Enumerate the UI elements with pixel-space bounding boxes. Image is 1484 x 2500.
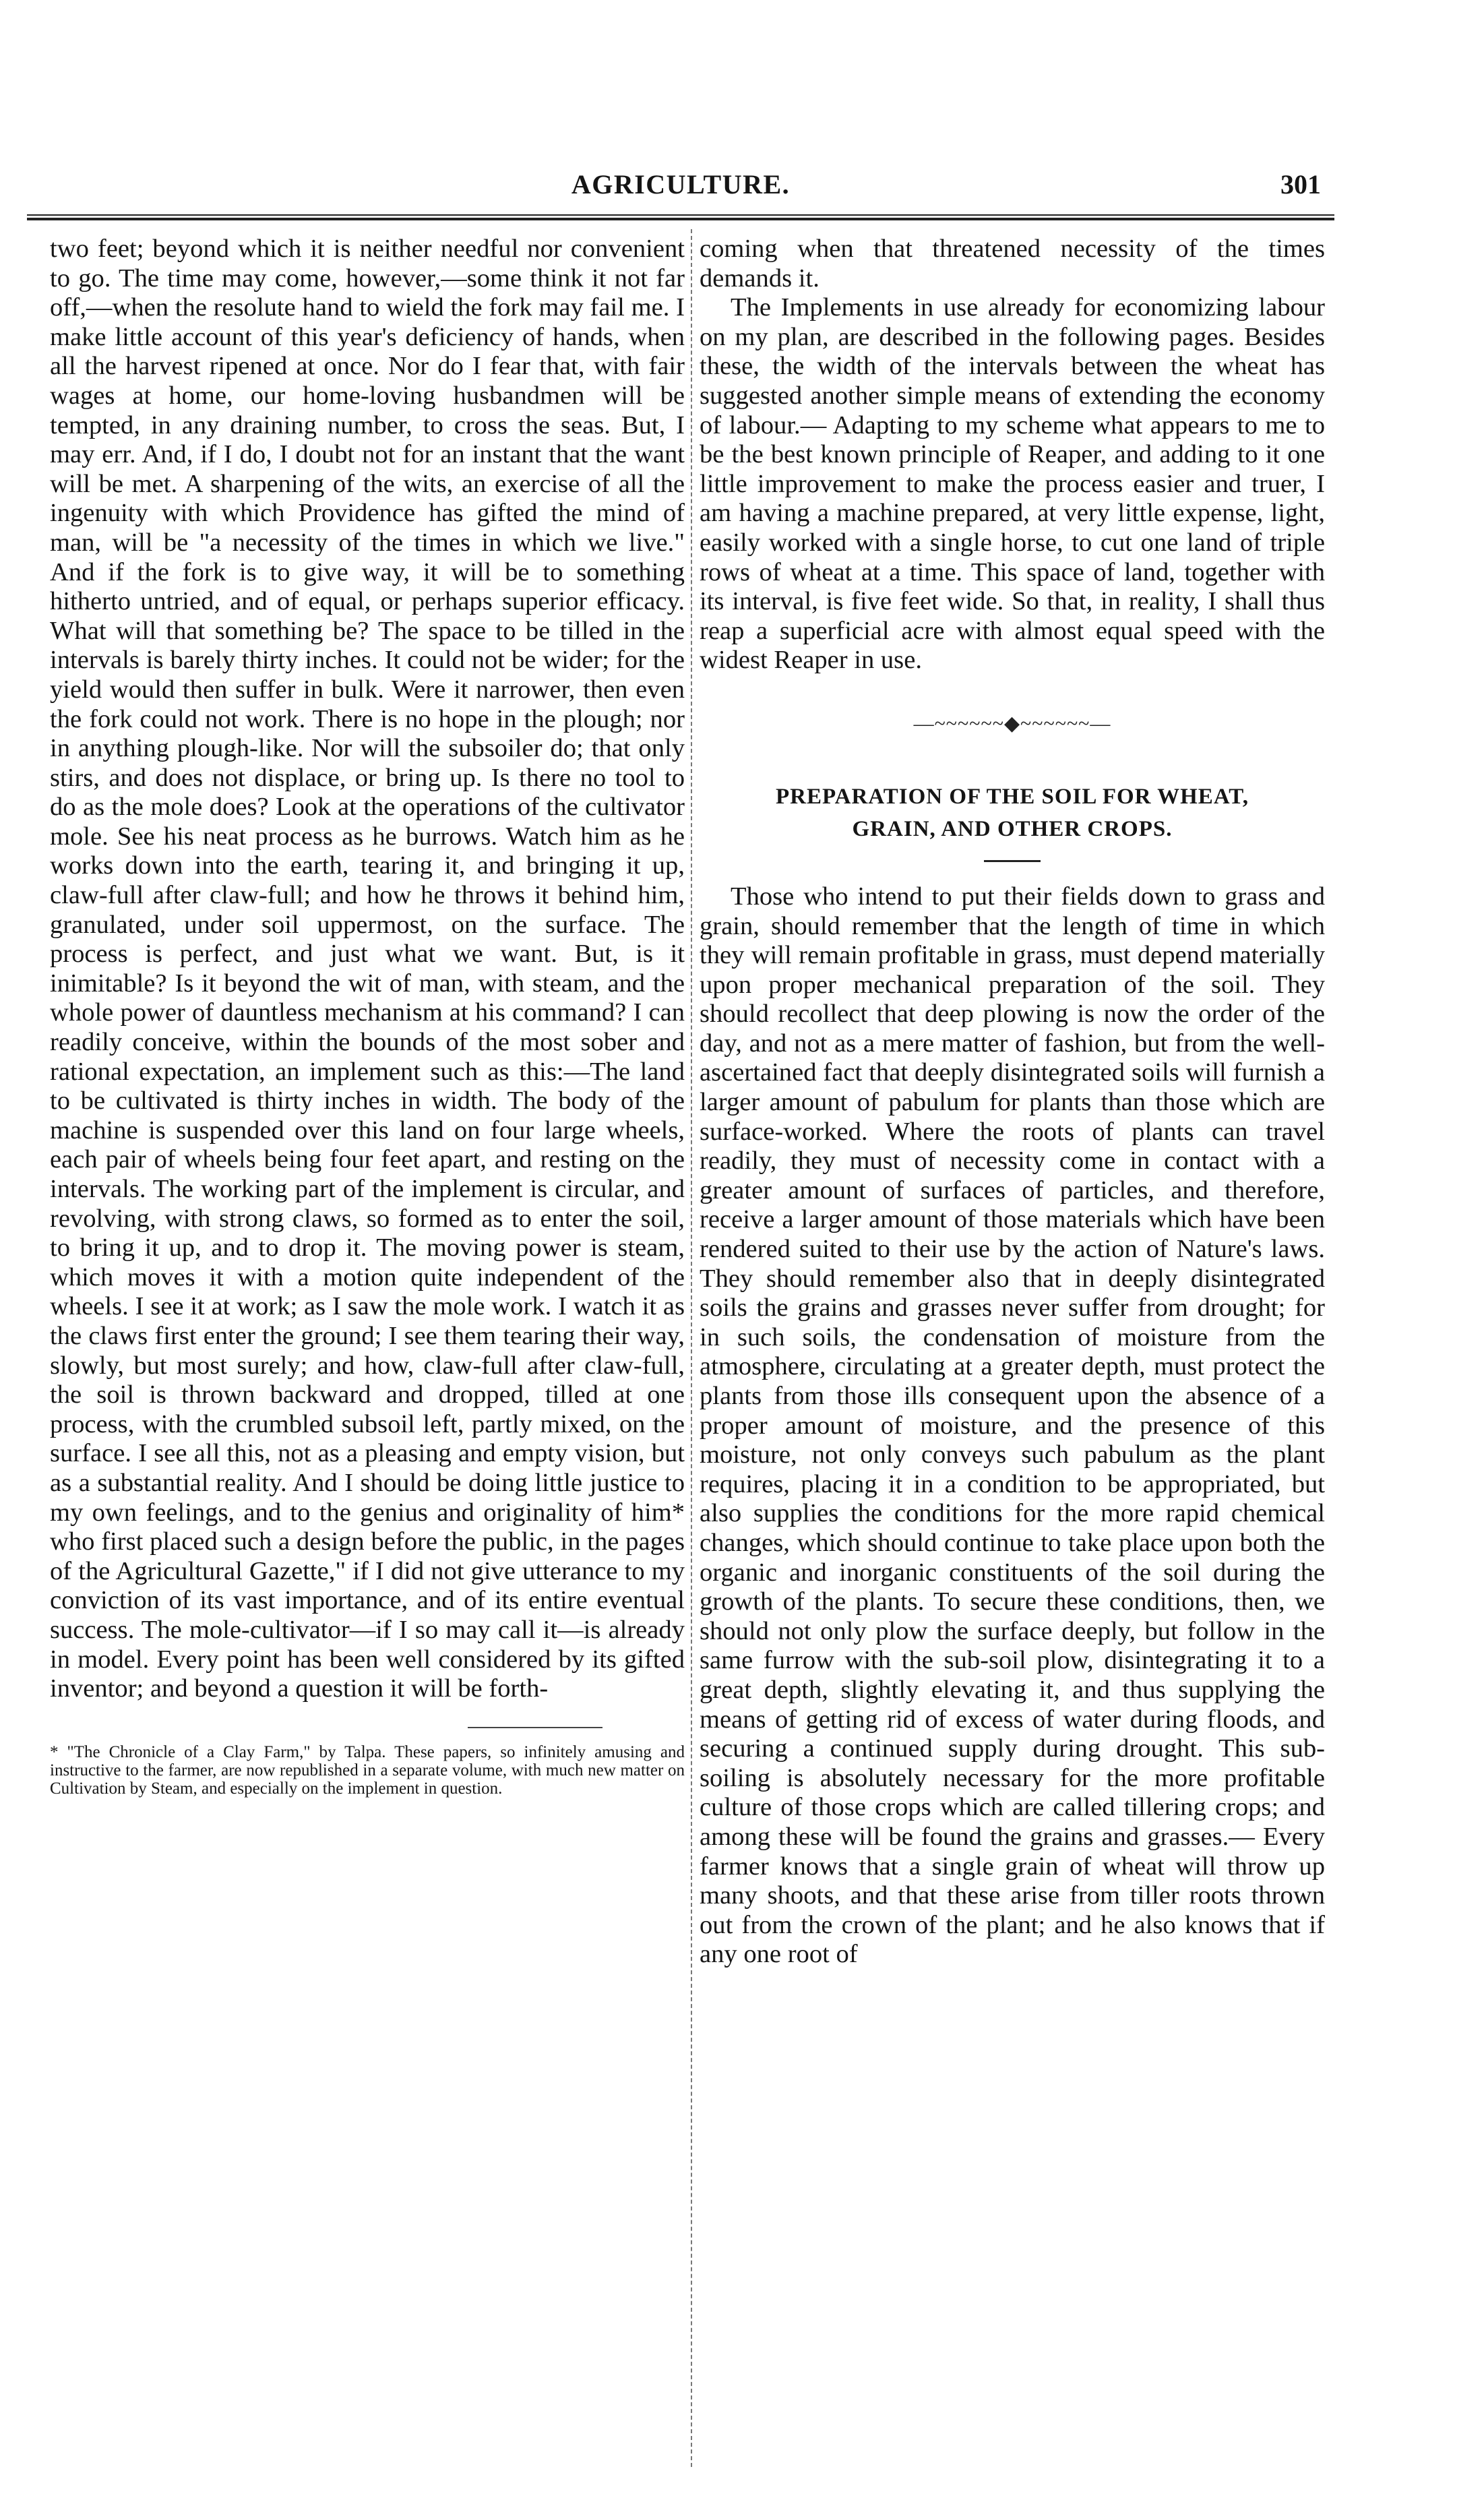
section-title-line: GRAIN, AND OTHER CROPS. [852,816,1173,841]
body-paragraph: two feet; beyond which it is neither needful nor convenient to go. The time may come, however,—some think it not far off,—when the resolute hand to wield the fork may fail me. I make little account of this year's deficiency of hands, when all the harvest ripened at once. Nor do I fear that, with fair wages at home, our home-loving husbandmen will be tempted, in any draining number, to cross the seas. But, I may err. And, if I do, I doubt not for an instant that the want will be met. A sharpening of the wits, an exercise of all the ingenuity with which Providence has gifted the mind of man, will be "a necessity of the times in which we live." And if the fork is to give way, it will be to something hitherto untried, and of equal, or perhaps superior efficacy. What will that something be? The space to be tilled in the intervals is barely thirty inches. It could not be wider; for the yield would then suffer in bulk. Were it narrower, then even the fork could not work. There is no hope in the plough; nor in anything plough-like. Nor will the subsoiler do; that only stirs, and does not displace, or bring up. Is there no tool to do as the mole does? Look at the operations of the cultivator mole. See his neat process as he burrows. Watch him as he works down into the earth, tearing it, and bringing it up, claw-full after claw-full; and how he throws it behind him, granulated, under soil uppermost, on the surface. The process is perfect, and just what we want. But, is it inimitable? Is it beyond the wit of man, with steam, and the whole power of dauntless mechanism at his command? I can readily conceive, within the bounds of the most sober and rational expectation, an implement such as this:—The land to be cultivated is thirty inches in width. The body of the machine is suspended over this land on four large wheels, each pair of wheels being four feet apart, and resting on the intervals. The working part of the implement is circular, and revolving, with strong claws, so formed as to enter the soil, to bring it up, and to drop it. The moving power is steam, which moves it with a motion quite independent of the wheels. I see it at work; as I saw the mole work. I watch it as the claws first enter the ground; I see them tearing their way, slowly, but most surely; and how, claw-full after claw-full, the soil is thrown backward and dropped, tilled at one process, with the crumbled subsoil left, partly mixed, on the surface. I see all this, not as a pleasing and empty vision, but as a substantial reality. And I should be doing little justice to my own feelings, and to the genius and originality of him* who first placed such a design before the public, in the pages of the Agricultural Gazette," if I did not give utterance to my conviction of its vast importance, and of its entire eventual success. The mole-cultivator—if I so may call it—is already in model. Every point has been well considered by its gifted inventor; and beyond a question it will be forth- [50,235,685,1703]
column-divider [691,229,692,2467]
body-paragraph: The Implements in use already for economizing labour on my plan, are described in the following pages. Besides these, the width of the intervals between the wheat has suggested another simple means of extending the economy of labour.— Adapting to my scheme what appears to me to be the best known principle of Reaper, and adding to it one little improvement to make the process easier and truer, I am having a machine prepared, at very little expense, light, easily worked with a single horse, to cut one land of triple rows of wheat at a time. This space of land, together with its interval, is five feet wide. So that, in reality, I shall thus reap a superficial acre with almost equal speed with the widest Reaper in use. [700,293,1325,675]
header-double-rule [27,214,1334,220]
page-header [27,169,1334,209]
footnote-rule [468,1727,602,1728]
section-ornament: —~~~~~~◆~~~~~~— [913,712,1111,735]
section-title-line: PREPARATION OF THE SOIL FOR WHEAT, [775,784,1249,809]
section-title [700,781,1325,845]
body-paragraph: Those who intend to put their fields down to grass and grain, should remember that the length of time in which they will remain profitable in grass, must depend materially upon proper mechanical preparation of the soil. They should recollect that deep plowing is now the order of the day, and not as a mere matter of fashion, but from the well-ascertained fact that deeply disintegrated soils will furnish a larger amount of pabulum for plants than those which are surface-worked. Where the roots of plants can travel readily, they must of necessity come in contact with a greater amount of surfaces of particles, and therefore, receive a larger amount of those materials which have been rendered suited to their use by the action of Nature's laws. They should remember also that in deeply disintegrated soils the grains and grasses never suffer from drought; for in such soils, the condensation of moisture from the atmosphere, circulating at a greater depth, must protect the plants from those ills consequent upon the absence of a proper amount of moisture, and the presence of this moisture, not only conveys such pabulum as the plant requires, placing it in a condition to be appropriated, but also supplies the conditions for the more rapid chemical changes, which should continue to take place upon both the organic and inorganic constituents of the soil during the growth of the plants. To secure these conditions, then, we should not only plow the surface deeply, but follow in the same furrow with the sub-soil plow, disintegrating it to a great depth, slightly elevating it, and thus supplying the means of getting rid of excess of water during floods, and securing a continued supply during drought. This sub-soiling is absolutely necessary for the more profitable culture of those crops which are called tillering crops; and among these will be found the grains and grasses.— Every farmer knows that a single grain of wheat will throw up many shoots, and that these arise from tiller roots thrown out from the crown of the plant; and he also knows that if any one root of [700,882,1325,1969]
body-paragraph: coming when that threatened necessity of the times demands it. [700,235,1325,293]
footnote: * "The Chronicle of a Clay Farm," by Talpa. These papers, so infinitely amusing and instructive to the farmer, are now republished in a separate volume, with much new matter on Cultivation by Steam, and especially on the implement in question. [50,1742,685,1798]
section-rule [984,860,1041,862]
left-column [50,235,685,1798]
running-head: AGRICULTURE. [571,169,791,200]
right-column [700,235,1325,1970]
page-number: 301 [1280,169,1321,200]
